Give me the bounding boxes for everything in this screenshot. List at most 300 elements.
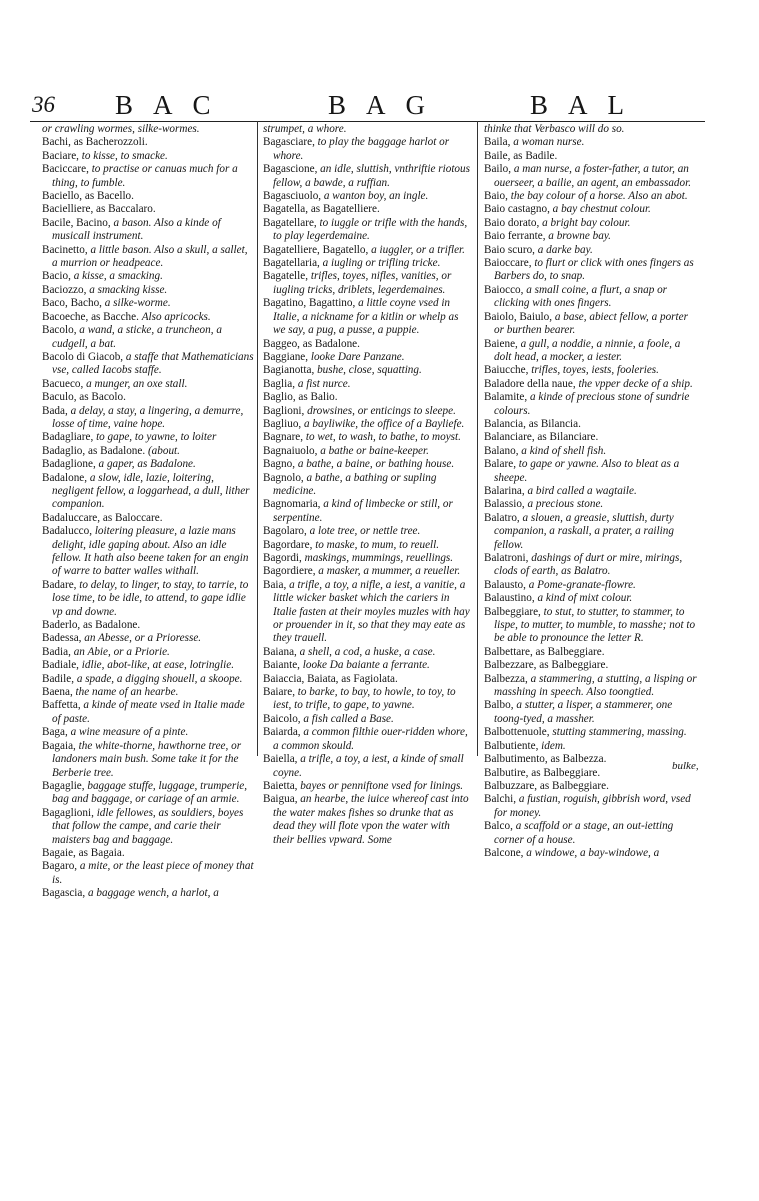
dictionary-entry [484,190,698,203]
entry-headword: Baggeo, as Badalone. [263,337,360,350]
entry-headword: Badile, [42,672,77,685]
entry-headword: Baiucche, [484,364,532,377]
dictionary-entry [42,378,254,391]
entry-definition: loitering pleasure, a lazie mans delight, idle gaping about. Also an idle fellow. It hath also beene taken for an engin of warre to batter walles withall. [52,525,249,578]
dictionary-entry [263,445,473,458]
dictionary-entry [263,378,473,391]
dictionary-entry [484,579,698,592]
entry-headword: Baio dorato, [484,216,543,229]
entry-definition: looke Da baiante a ferrante. [302,659,430,672]
dictionary-entry [263,217,473,244]
entry-definition: drowsines, or enticings to sleepe. [307,404,456,417]
entry-headword: Bacolo di Giacob, [42,350,126,363]
entry-headword: Bagaia, [42,739,79,752]
catchword: bulke, [672,760,699,772]
dictionary-entry [42,726,254,739]
dictionary-entry [484,230,698,243]
dictionary-entry [484,123,698,136]
dictionary-entry [263,498,473,525]
entry-definition: a silke-worme. [104,297,171,310]
entry-definition: an Abesse, or a Prioresse. [84,632,202,645]
dictionary-entry [484,217,698,230]
entry-headword: Bacio, [42,270,74,283]
dictionary-entry [484,780,698,793]
running-header [30,90,705,120]
entry-definition: a wanton boy, an ingle. [323,190,429,203]
dictionary-entry [42,673,254,686]
entry-headword: Bagatelle, [263,270,311,283]
entry-definition: a wand, a sticke, a truncheon, a cudgell, a bat. [52,324,222,350]
dictionary-entry [42,163,254,190]
entry-definition: to flurt or click with ones fingers as Barbers do, to snap. [494,257,694,283]
entry-headword: Balarina, [484,484,528,497]
entry-headword: Baiana, [263,645,300,658]
dictionary-entry [484,136,698,149]
entry-headword: Balancia, as Bilancia. [484,417,581,430]
dictionary-entry [484,163,698,190]
entry-headword: Baderlo, as Badalone. [42,619,141,632]
entry-definition: to play the baggage harlot or whore. [273,136,450,162]
dictionary-entry [42,619,254,632]
entry-headword: Baciare, [42,149,82,162]
dictionary-entry [263,244,473,257]
dictionary-entry [42,297,254,310]
dictionary-entry [484,257,698,284]
entry-definition: a stammering, a stutting, a lisping or masshing in speech. Also toongtied. [494,672,697,699]
dictionary-entry [263,686,473,713]
dictionary-entry [263,270,473,297]
dictionary-entry [484,592,698,605]
dictionary-entry [263,203,473,216]
entry-headword: Bada, [42,404,71,417]
dictionary-entry [42,686,254,699]
entry-headword: Bagatino, Bagattino, [263,297,359,310]
entry-headword: Baciello, as Bacello. [42,190,134,203]
entry-definition: a lote tree, or nettle tree. [309,525,421,538]
entry-headword: Badalone, [42,471,90,484]
dictionary-entry [263,780,473,793]
entry-definition: the name of an hearbe. [75,686,179,699]
entry-definition: a fish called a Base. [303,712,394,725]
entry-headword: Baciccare, [42,163,92,176]
entry-definition: a shell, a cod, a huske, a case. [299,645,436,658]
dictionary-entry [484,753,698,766]
entry-definition: a staffe that Mathematicians vse, called Iacobs staffe. [52,350,254,377]
entry-headword: Bagnolo, [263,471,307,484]
entry-headword: Bagordiere, [263,565,319,578]
dictionary-entry [42,512,254,525]
entry-definition: a kinde of precious stone of sundrie colours. [494,391,690,417]
entry-definition: a bathe, a baine, or bathing house. [297,458,455,471]
entry-headword: Balbezzare, as Balbeggiare. [484,659,609,672]
entry-definition: a bathe, a bathing or supling medicine. [273,471,437,497]
entry-definition: a slow, idle, lazie, loitering, negligent fellow, a loggarhead, a dull, lither companion. [52,471,250,511]
entry-definition: idle fellowes, as souldiers, boyes that follow the campe, and carie their maisters bag and baggage. [52,806,244,846]
entry-definition: a trifle, a toy, a iest, a kinde of small coyne. [273,753,464,779]
entry-definition: a bay chestnut colour. [552,203,651,216]
dictionary-entry [484,646,698,659]
entry-headword: Bagaglie, [42,779,88,792]
entry-headword: Bagnaiuolo, [263,444,321,457]
entry-headword: Badiale, [42,659,82,672]
dictionary-entry [484,767,698,780]
entry-definition: an hearbe, the iuice whereof cast into the water makes fishes so drunke that as dead they will flote vpon the water with their bellies vpward. Some [273,793,469,846]
entry-headword: Baffetta, [42,699,84,712]
dictionary-entry [484,793,698,820]
column-2-headword: BAG [328,90,446,120]
column-2 [263,123,473,847]
dictionary-entry [263,338,473,351]
entry-headword: Balassio, [484,498,528,511]
entry-definition: a gaper, as Badalone. [98,458,196,471]
entry-definition: a slouen, a greasie, sluttish, durty companion, a raskall, a prater, a railing fellow. [494,511,674,551]
dictionary-entry [484,431,698,444]
column-1 [42,123,254,901]
entry-headword: Badaglione, [42,458,99,471]
dictionary-entry [42,190,254,203]
entry-definition: the white-thorne, hawthorne tree, or landoners main bush. Some take it for the Berberie tree. [52,739,242,779]
dictionary-entry [42,579,254,619]
entry-definition: the vpper decke of a ship. [578,377,693,390]
dictionary-entry [42,887,254,900]
entry-headword: Balbutimento, as Balbezza. [484,753,607,766]
entry-definition: to stut, to stutter, to stammer, to lispe, to mutter, to mumble, to masshe; not to be able to pronounce the letter R. [494,605,696,645]
column-1-headword: BAC [115,90,231,120]
entry-definition: a baggage wench, a harlot, a [87,887,219,900]
dictionary-entry [263,418,473,431]
entry-headword: Balbuzzare, as Balbeggiare. [484,779,609,792]
entry-definition: a stutter, a lisper, a stammerer, one toong-tyed, a massher. [494,699,673,725]
entry-definition: a man nurse, a foster-father, a tutor, an ouerseer, a bailie, an agent, an embassador. [494,163,692,189]
entry-definition: a scaffold or a stage, an out-ietting corner of a house. [494,820,674,846]
dictionary-entry [484,512,698,552]
entry-definition: to iuggle or trifle with the hands, to play legerdemaine. [273,216,468,243]
entry-headword: Baciozzo, [42,283,90,296]
dictionary-entry [263,659,473,672]
entry-headword: Bacinetto, [42,243,91,256]
entry-headword: Baiolo, Baiulo, [484,310,555,323]
entry-headword: Baio, [484,190,511,203]
entry-headword: Bagasciuolo, [263,190,324,203]
dictionary-entry [484,244,698,257]
entry-headword: Baiante, [263,659,303,672]
entry-headword: Balbeggiare, [484,605,544,618]
entry-headword: Balano, [484,444,522,457]
entry-headword: Balatro, [484,511,523,524]
dictionary-entry [484,673,698,700]
dictionary-entry [42,780,254,807]
dictionary-entry [263,364,473,377]
entry-definition: a darke bay. [537,243,593,256]
entry-definition: trifles, toyes, iests, fooleries. [531,364,659,377]
entry-headword: Balausto, [484,578,529,591]
entry-headword: Bagatellaria, [263,257,323,270]
dictionary-entry [42,740,254,780]
entry-definition: to kisse, to smacke. [81,149,168,162]
dictionary-entry [263,713,473,726]
entry-headword: Balbettare, as Balbeggiare. [484,645,605,658]
entry-headword: Baiella, [263,753,301,766]
dictionary-entry [484,150,698,163]
entry-headword: Baculo, as Bacolo. [42,391,126,404]
entry-definition: bushe, close, squatting. [317,364,422,377]
dictionary-entry [484,364,698,377]
entry-definition: a bright bay colour. [542,216,631,229]
entry-headword: Bagascione, [263,163,321,176]
entry-headword: Bagnare, [263,431,306,444]
entry-definition: a mite, or the least piece of money that is. [52,860,254,886]
entry-definition: a spade, a digging shouell, a skoope. [76,672,243,685]
entry-headword: Balare, [484,458,519,471]
entry-definition: idlie, abot-like, at ease, lotringlie. [81,659,235,672]
dictionary-entry [484,391,698,418]
entry-headword: Balco, [484,820,516,833]
dictionary-entry [42,150,254,163]
entry-definition: or crawling wormes, silke-wormes. [42,123,200,135]
entry-headword: Balcone, [484,846,527,859]
entry-headword: Bagaie, as Bagaia. [42,846,125,859]
dictionary-entry [263,297,473,337]
entry-definition: to wet, to wash, to bathe, to moyst. [305,431,461,444]
entry-definition: dashings of durt or mire, mirings, clods of earth, as Balatro. [494,552,683,578]
entry-definition: a fustian, roguish, gibbrish word, vsed for money. [494,793,691,819]
entry-headword: Badessa, [42,632,85,645]
entry-definition: to gape, to yawne, to loiter [96,431,217,444]
entry-headword: Balchi, [484,793,519,806]
dictionary-entry [263,163,473,190]
entry-headword: Bagnomaria, [263,498,324,511]
dictionary-entry [263,458,473,471]
entry-definition: maskings, mummings, reuellings. [304,552,454,564]
entry-definition: a smacking kisse. [89,283,168,296]
entry-definition: baggage stuffe, luggage, trumperie, bag and baggage, or cariage of an armie. [52,779,248,806]
dictionary-entry [263,351,473,364]
entry-headword: Badaglio, as Badalone. [42,444,146,457]
dictionary-entry [263,793,473,847]
dictionary-entry [42,217,254,244]
dictionary-entry [263,646,473,659]
entry-definition: a kind of shell fish. [521,444,607,457]
entry-definition: a little bason. Also a skull, a sallet, a murrion or headpeace. [52,243,248,270]
entry-headword: Baglia, [263,377,298,390]
entry-definition: to maske, to mum, to reuell. [315,538,440,551]
entry-definition: (about. [145,444,180,457]
entry-headword: Baiocco, [484,283,527,296]
dictionary-entry [263,753,473,780]
dictionary-entry [263,123,473,136]
entry-headword: Bagordare, [263,538,316,551]
entry-headword: Baila, [484,136,514,149]
page-number: 36 [32,92,55,117]
entry-headword: Baco, Bacho, [42,297,105,310]
entry-headword: Badia, [42,645,74,658]
entry-headword: Baile, as Badile. [484,149,558,162]
entry-definition: a bathe or baine-keeper. [320,444,429,457]
entry-definition: a trifle, a toy, a nifle, a iest, a vanitie, a little wicker basket which the cariers in Italie fasten at their moyles muzles with hay or prouender in it, so that they may eate as they trauell. [273,578,470,645]
entry-headword: Bagno, [263,458,298,471]
dictionary-entry [42,525,254,579]
dictionary-entry [484,847,698,860]
entry-headword: Badalucco, [42,525,95,538]
dictionary-entry [42,136,254,149]
dictionary-entry [484,378,698,391]
entry-definition: a gull, a noddie, a ninnie, a foole, a dolt head, a mocker, a iester. [494,337,681,363]
entry-definition: trifles, toyes, nifles, vanities, or iugling tricks, driblets, legerdemaines. [273,270,452,296]
entry-headword: Baia, [263,578,290,591]
dictionary-entry [484,820,698,847]
entry-definition: to delay, to linger, to stay, to tarrie, to lose time, to be idle, to attend, to gape idlie vp and downe. [52,578,249,618]
entry-definition: a windowe, a bay-windowe, a [526,846,660,859]
dictionary-entry [484,498,698,511]
entry-headword: Balbottenuole, [484,726,553,739]
entry-definition: a bird called a wagtaile. [527,484,637,497]
entry-definition: a masker, a mummer, a reueller. [318,565,461,578]
entry-definition: Also apricocks. [141,310,211,323]
entry-definition: to practise or canuas much for a thing, to fumble. [52,163,238,189]
entry-headword: Bagascia, [42,887,88,900]
dictionary-entry [263,472,473,499]
dictionary-entry [263,552,473,565]
entry-headword: Baiarda, [263,726,304,739]
entry-headword: Baena, [42,686,76,699]
dictionary-entry [42,123,254,136]
entry-definition: a wine measure of a pinte. [70,726,189,739]
dictionary-entry [263,136,473,163]
entry-headword: Balbezza, [484,672,531,685]
dictionary-entry [42,391,254,404]
entry-headword: Badaluccare, as Baloccare. [42,511,163,524]
dictionary-entry [263,673,473,686]
entry-headword: Bagliuo, [263,417,305,430]
dictionary-entry [42,632,254,645]
entry-headword: Bacoeche, as Bacche. [42,310,142,323]
entry-headword: Badare, [42,578,80,591]
entry-headword: Baiaccia, Baiata, as Fagiolata. [263,672,398,685]
entry-headword: Baglioni, [263,404,308,417]
entry-definition: bayes or penniftone vsed for linings. [300,779,464,792]
dictionary-entry [484,311,698,338]
entry-definition: a kinde of meate vsed in Italie made of paste. [52,699,245,725]
dictionary-entry [484,606,698,646]
dictionary-entry [42,351,254,378]
dictionary-entry [484,338,698,365]
dictionary-entry [484,485,698,498]
entry-definition: a common filthie ouer-ridden whore, a common skould. [273,726,468,752]
entry-definition: a precious stone. [527,498,604,511]
dictionary-entry [42,458,254,471]
entry-definition: strumpet, a whore. [263,123,347,135]
entry-headword: Bagordi, [263,552,305,564]
entry-headword: Bailo, [484,163,514,176]
dictionary-entry [263,391,473,404]
dictionary-entry [484,458,698,485]
entry-definition: an idle, sluttish, vnthriftie riotous fellow, a bawde, a ruffian. [273,163,470,189]
dictionary-entry [42,847,254,860]
dictionary-entry [42,659,254,672]
dictionary-entry [263,525,473,538]
dictionary-entry [484,740,698,753]
entry-definition: a base, abiect fellow, a porter or burthen bearer. [494,310,688,337]
column-divider-1 [257,121,258,756]
entry-definition: a bayliwike, the office of a Bayliefe. [304,417,465,430]
entry-headword: Bagatella, as Bagatelliere. [263,203,380,216]
dictionary-entry [484,699,698,726]
dictionary-entry [42,203,254,216]
entry-headword: Balbutiente, [484,739,542,752]
dictionary-entry [263,565,473,578]
dictionary-entry [42,472,254,512]
entry-definition: a browne bay. [548,230,611,243]
dictionary-entry [42,324,254,351]
dictionary-entry [263,431,473,444]
entry-definition: a iugling or trifling tricke. [322,257,441,270]
entry-definition: the bay colour of a horse. Also an abot. [510,190,688,203]
entry-definition: an Abie, or a Priorie. [73,645,170,658]
entry-headword: Baladore della naue, [484,377,579,390]
entry-headword: Balanciare, as Bilanciare. [484,431,599,444]
dictionary-entry [42,405,254,432]
dictionary-entry [484,659,698,672]
dictionary-entry [42,244,254,271]
entry-definition: a little coyne vsed in Italie, a nickname for a kitlin or whelp as we say, a pug, a pusse, a puppie. [273,297,459,337]
dictionary-entry [42,699,254,726]
dictionary-entry [42,646,254,659]
entry-headword: Bachi, as Bacherozzoli. [42,136,148,149]
entry-definition: a kisse, a smacking. [73,270,163,283]
entry-headword: Bagolaro, [263,525,310,538]
entry-headword: Bagasciare, [263,136,318,149]
dictionary-entry [42,311,254,324]
dictionary-entry [42,270,254,283]
dictionary-entry [42,445,254,458]
entry-definition: a woman nurse. [513,136,585,149]
entry-definition: to gape or yawne. Also to bleat as a sheepe. [494,458,680,484]
entry-headword: Baiene, [484,337,521,350]
dictionary-entry [42,431,254,444]
dictionary-entry [263,579,473,646]
entry-headword: Balatroni, [484,552,532,564]
entry-headword: Baio castagno, [484,203,553,216]
entry-definition: a fist nurce. [297,377,351,390]
dictionary-entry [484,418,698,431]
entry-definition: idem. [541,739,566,752]
entry-definition: a kind of mixt colour. [537,592,633,605]
dictionary-entry [484,203,698,216]
entry-definition: a kind of limbecke or still, or serpentine. [273,498,453,524]
entry-headword: Baigua, [263,793,301,806]
entry-headword: Badagliare, [42,431,97,444]
entry-definition: thinke that Verbasco will do so. [484,123,625,135]
dictionary-entry [484,726,698,739]
entry-headword: Bacueco, [42,377,87,390]
dictionary-entry [263,726,473,753]
entry-definition: a munger, an oxe stall. [86,377,188,390]
entry-definition: to barke, to bay, to howle, to toy, to iest, to trifle, to gape, to yawne. [273,686,456,712]
entry-headword: Baio ferrante, [484,230,549,243]
dictionary-entry [263,405,473,418]
dictionary-entry [484,445,698,458]
entry-headword: Bacile, Bacino, [42,216,114,229]
entry-headword: Baio scuro, [484,243,538,256]
entry-headword: Bacielliere, as Baccalaro. [42,203,156,216]
entry-headword: Bagatelliere, Bagatello, [263,243,372,256]
entry-headword: Balaustino, [484,592,538,605]
column-divider-2 [477,121,478,756]
entry-definition: a delay, a stay, a lingering, a demurre, losse of time, vaine hope. [52,404,244,430]
entry-definition: a bason. Also a kinde of musicall instrument. [52,216,221,243]
entry-headword: Bagatellare, [263,216,320,229]
column-3-headword: BAL [530,90,644,120]
